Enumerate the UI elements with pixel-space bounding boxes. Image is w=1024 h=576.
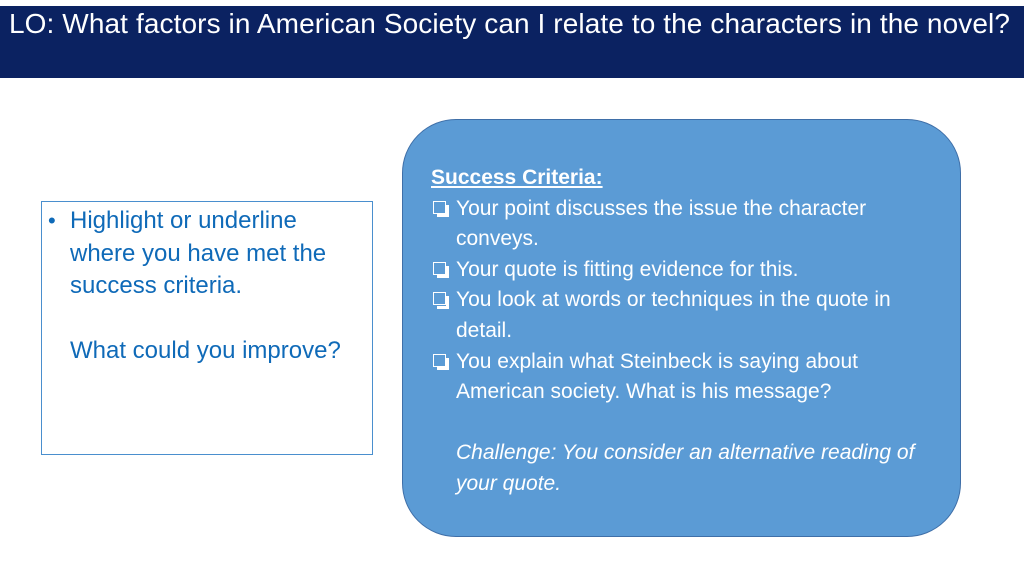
task-box bbox=[41, 201, 373, 455]
bullet-icon: • bbox=[48, 208, 56, 233]
checkbox-icon bbox=[431, 285, 456, 316]
title-bar bbox=[0, 6, 1024, 78]
criteria-item-text: Your quote is fitting evidence for this. bbox=[456, 257, 799, 281]
criteria-item bbox=[431, 285, 930, 346]
criteria-item-text: You look at words or techniques in the quote in detail. bbox=[456, 288, 891, 342]
success-criteria-panel bbox=[402, 119, 961, 537]
criteria-item-text: Your point discusses the issue the character conveys. bbox=[456, 196, 867, 251]
checkbox-icon bbox=[431, 255, 456, 286]
checkbox-icon bbox=[431, 347, 456, 378]
task-instruction: Highlight or underline where you have met the success criteria. bbox=[70, 207, 327, 299]
criteria-item bbox=[431, 255, 930, 286]
slide-title: LO: What factors in American Society can I relate to the characters in the novel? bbox=[9, 8, 1011, 39]
criteria-heading: Success Criteria: bbox=[431, 166, 603, 189]
task-question: What could you improve? bbox=[70, 337, 341, 364]
task-bullet-row bbox=[48, 205, 364, 303]
challenge-text: Challenge: You consider an alternative reading of your quote. bbox=[456, 441, 915, 495]
criteria-item bbox=[431, 347, 930, 408]
criteria-list bbox=[431, 194, 930, 408]
criteria-item-text: You explain what Steinbeck is saying about American society. What is his message? bbox=[456, 349, 858, 404]
criteria-item bbox=[431, 194, 930, 255]
checkbox-icon bbox=[431, 194, 456, 225]
